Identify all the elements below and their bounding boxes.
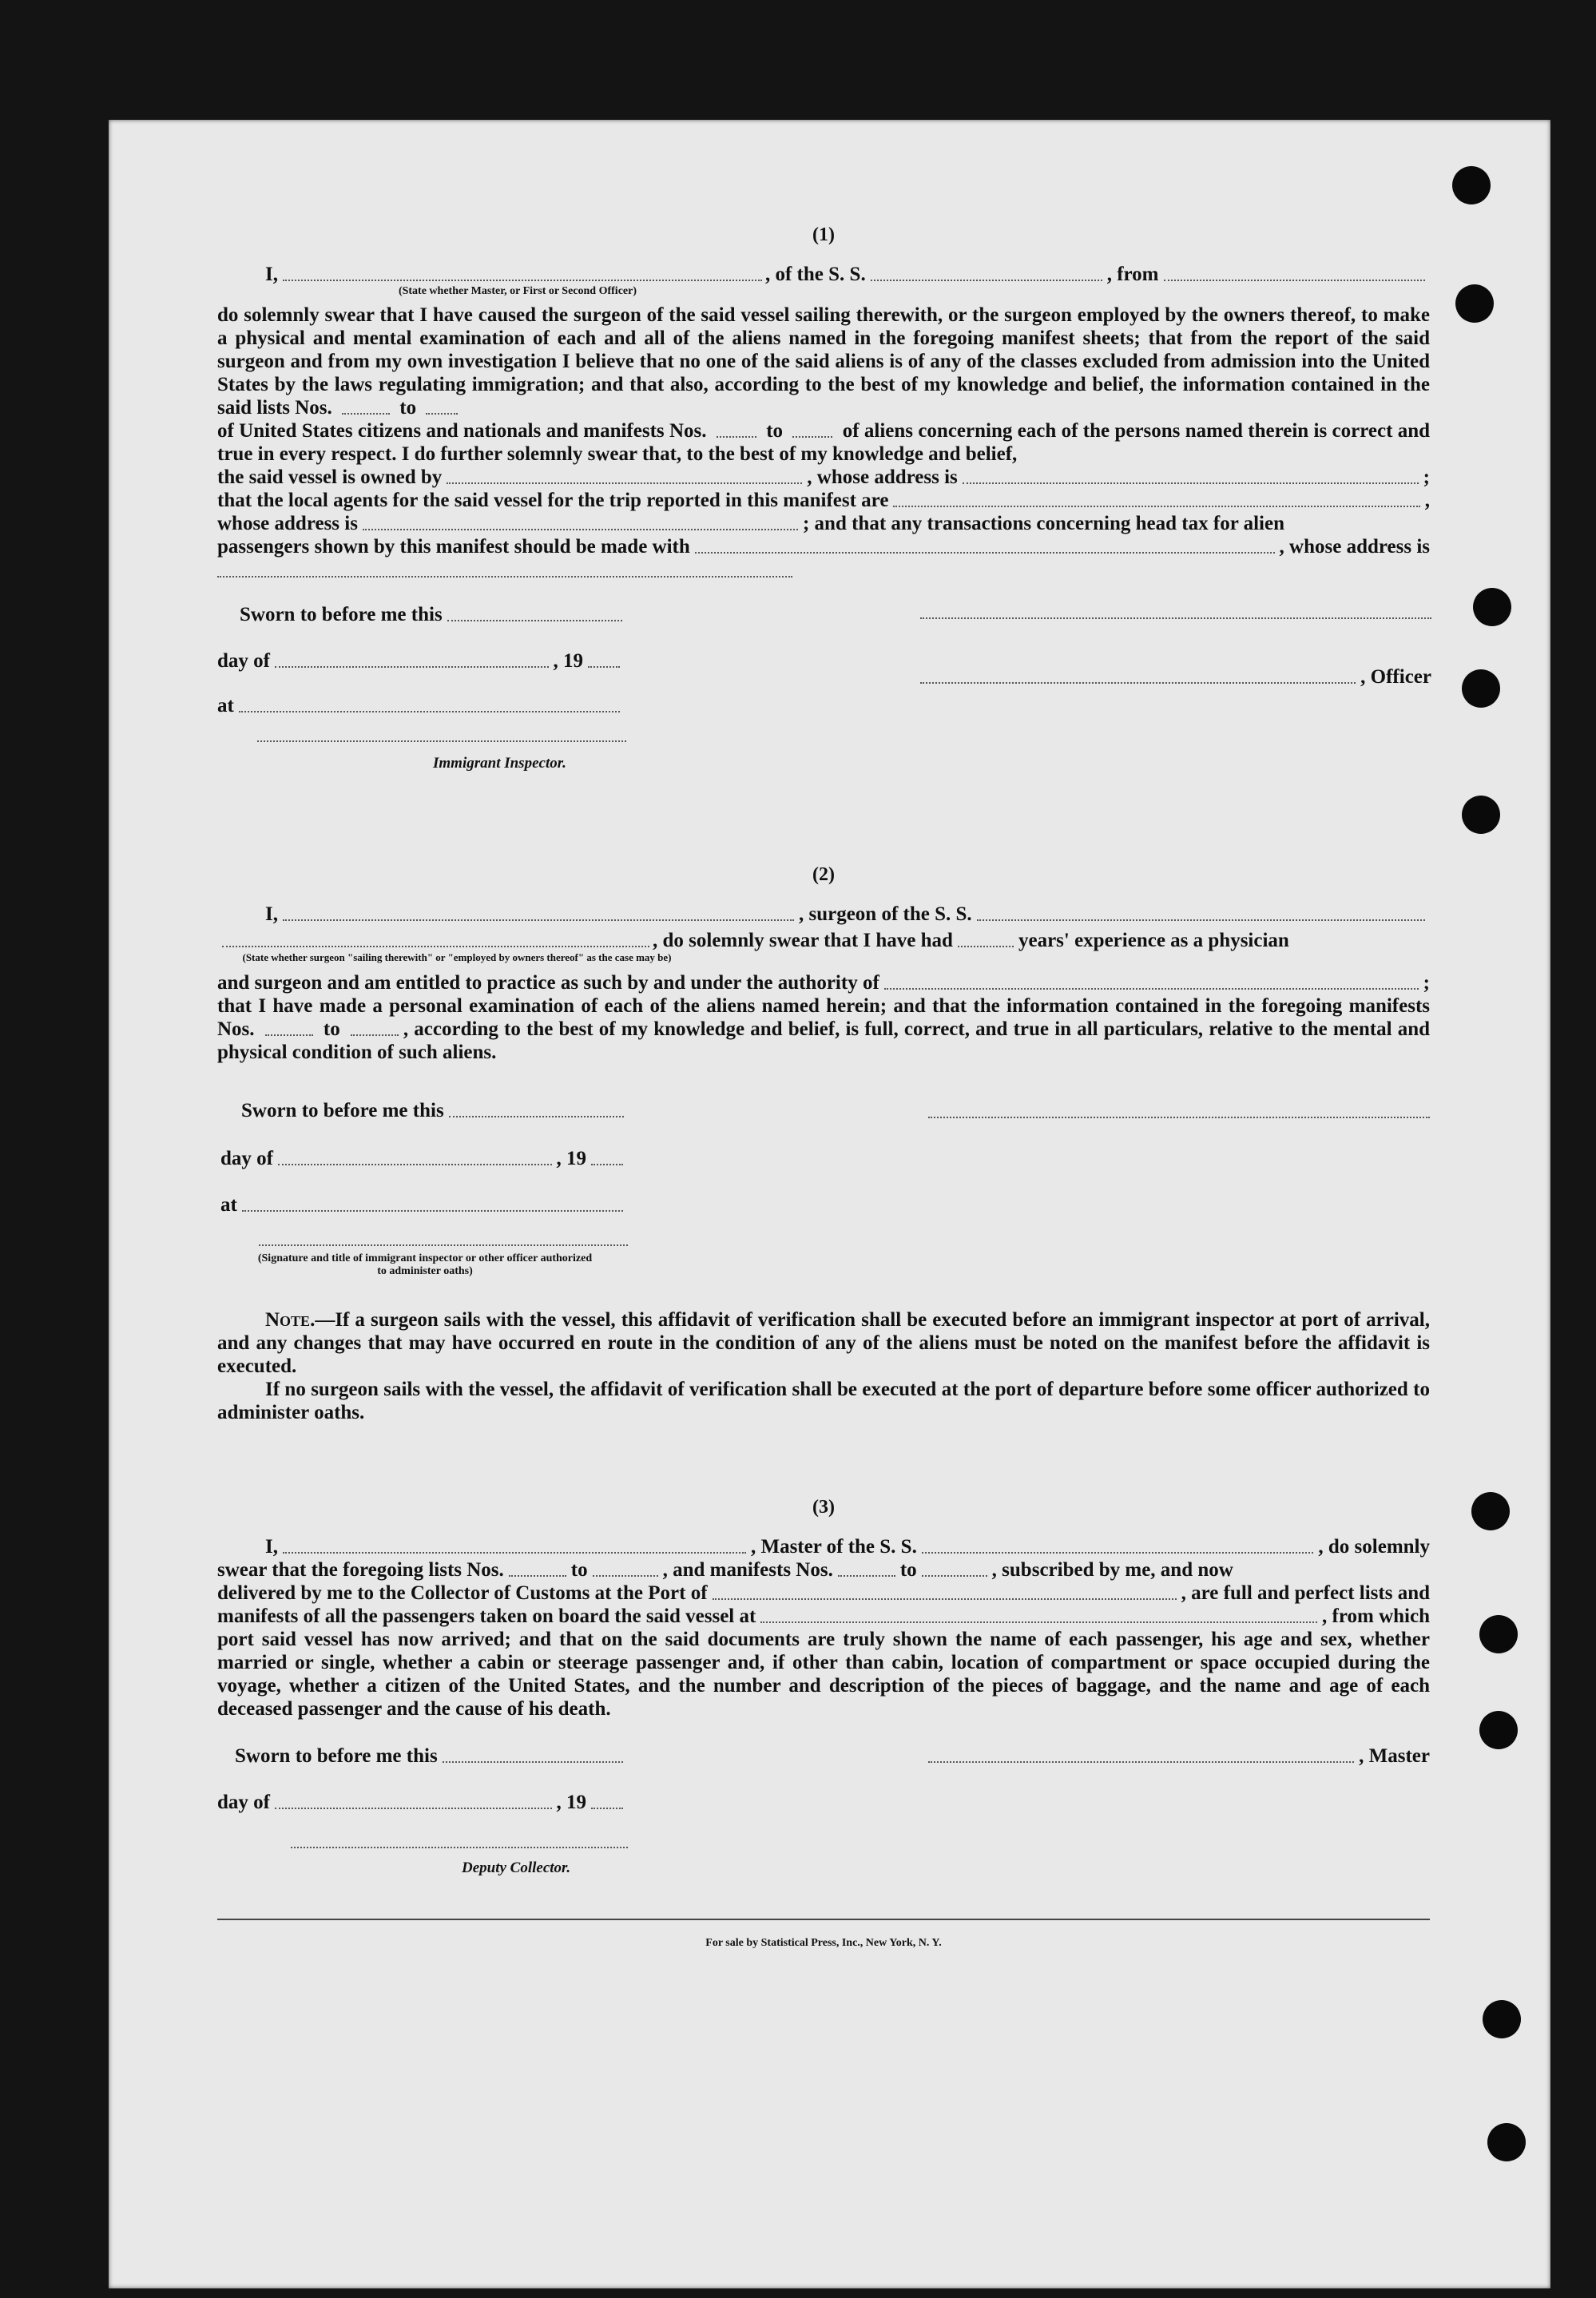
punch-hole: [1473, 588, 1511, 626]
day-row: [217, 1791, 628, 1814]
departure-port-field[interactable]: [1164, 279, 1426, 281]
section-2-line-3: [217, 971, 1430, 994]
to-label: to: [399, 397, 417, 419]
sworn-row: [241, 1099, 629, 1122]
punch-hole: [1462, 796, 1500, 834]
authority-field[interactable]: [884, 987, 1419, 990]
lists-from-field[interactable]: [342, 412, 390, 415]
day-row: [220, 1147, 628, 1170]
section-2-number: (2): [812, 864, 835, 885]
passengers-text: port said vessel has now arrived; and that on the said documents are truly shown the name of each passenger, his age and sex, whether married or single, whether a cabin or steerage passenger and, if other than cabin, location of compartment or space occupied during the voyage, whether a citizen of the United States, and the number and description of the pieces of baggage, and the name and age of each deceased passenger and the cause of his death.: [217, 1629, 1430, 1720]
manifests-to-field[interactable]: [351, 1034, 399, 1036]
at-row: [217, 694, 625, 717]
ss-label: , of the S. S.: [764, 264, 866, 285]
inspector-caption: Immigrant Inspector.: [433, 755, 566, 772]
years-field[interactable]: [958, 945, 1014, 947]
owner-line: [217, 466, 1430, 489]
sworn-row: [240, 603, 627, 626]
sworn-row: [235, 1744, 628, 1768]
punch-hole: [1471, 1492, 1510, 1530]
note-text-2: If no surgeon sails with the vessel, the affidavit of verification shall be executed at the port of departure before some officer authorized to administer oaths.: [217, 1379, 1430, 1423]
punch-hole: [1455, 284, 1494, 323]
owner-address-label: , whose address is: [807, 466, 958, 488]
year-field[interactable]: [591, 1163, 623, 1165]
section-1-line-1: [217, 263, 1430, 297]
month-field[interactable]: [275, 1807, 552, 1809]
punch-hole: [1479, 1615, 1518, 1653]
master-label: , Master of the S. S.: [750, 1536, 917, 1558]
section-3-line-4: [217, 1605, 1430, 1628]
sworn-label: Sworn to before me this: [241, 1100, 444, 1121]
head-tax-line: [217, 535, 1430, 558]
section-3-number: (3): [812, 1497, 835, 1518]
punch-hole: [1479, 1711, 1518, 1749]
officer-signature-field[interactable]: [920, 681, 1356, 684]
oath-text: do solemnly swear that I have caused the surgeon of the said vessel sailing therewith, or the surgeon employed by the owners thereof, to make a physical and mental examination of each and all of the aliens named in the foregoing manifest sheets; that from the report of the said surgeon and from my own investigation I believe that no one of the said aliens is of any of the classes excluded from admission into the United States by the laws regulating immigration; and that also, according to the best of my knowledge and belief, the information contained in the said lists Nos.: [217, 304, 1430, 419]
day-of-label: day of: [217, 650, 270, 672]
semicolon: ;: [1423, 466, 1430, 488]
punch-hole: [1487, 2123, 1526, 2161]
year-field[interactable]: [588, 665, 620, 668]
owned-by-label: the said vessel is owned by: [217, 466, 443, 488]
month-field[interactable]: [275, 665, 549, 668]
section-1-paragraph: [217, 304, 1430, 466]
manifests-to-field[interactable]: [922, 1574, 987, 1577]
year-label: , 19: [556, 1792, 586, 1813]
section-3-line-2: [217, 1558, 1430, 1582]
lists-text: swear that the foregoing lists Nos.: [217, 1559, 504, 1581]
surgeon-status-field[interactable]: [217, 929, 672, 963]
full-lists-text: , are full and perfect lists and: [1181, 1582, 1430, 1604]
section-2-jurat: [217, 1099, 1430, 1307]
punch-hole: [1452, 166, 1491, 204]
inspector-signature-field[interactable]: [259, 1244, 628, 1246]
section-3-paragraph: [217, 1628, 1430, 1721]
section-1-jurat: [217, 595, 1430, 819]
year-field[interactable]: [591, 1807, 623, 1809]
note-paragraph-2: [217, 1378, 1430, 1424]
sworn-day-field[interactable]: [443, 1760, 623, 1763]
printer-imprint: For sale by Statistical Press, Inc., New York, N. Y.: [705, 1937, 942, 1949]
head-tax-address-field[interactable]: [217, 558, 792, 577]
section-2-paragraph: [217, 994, 1430, 1064]
solemnly-text: , do solemnly: [1318, 1536, 1430, 1558]
agents-label: that the local agents for the said vessel for the trip reported in this manifest are: [217, 490, 889, 511]
at-place-field[interactable]: [242, 1209, 623, 1212]
section-3-line-1: [217, 1535, 1430, 1558]
sworn-day-field[interactable]: [449, 1115, 624, 1117]
surgeon-signature-field[interactable]: [928, 1117, 1430, 1118]
surgeon-label: , surgeon of the S. S.: [798, 903, 972, 925]
authority-text: and surgeon and am entitled to practice as such by and under the authority of: [217, 972, 879, 994]
head-tax-address-label: , whose address is: [1279, 536, 1430, 558]
surgeon-name-field[interactable]: [283, 919, 794, 921]
day-of-label: day of: [220, 1148, 273, 1169]
vessel-name-field[interactable]: [871, 279, 1102, 281]
sworn-day-field[interactable]: [447, 619, 622, 621]
manifests-from-field[interactable]: [265, 1034, 313, 1036]
to-label: to: [323, 1018, 340, 1040]
manifests-all-text: manifests of all the passengers taken on board the said vessel at: [217, 1605, 756, 1627]
lists-to-field[interactable]: [426, 412, 458, 415]
lists-to-field[interactable]: [593, 1574, 658, 1577]
to-label: to: [766, 420, 784, 442]
manifests-from-field[interactable]: [838, 1574, 895, 1577]
at-label: at: [217, 695, 234, 716]
from-which-text: , from which: [1322, 1605, 1430, 1627]
years-text: years' experience as a physician: [1018, 930, 1289, 951]
i-label: I,: [265, 264, 278, 285]
signature-caption: (Signature and title of immigrant inspector or other officer authorized to administer oaths): [257, 1252, 593, 1277]
i-label: I,: [265, 1536, 278, 1558]
year-label: , 19: [553, 650, 583, 672]
section-2-line-2: [217, 929, 1430, 963]
footer-rule: [217, 1919, 1430, 1920]
year-label: , 19: [556, 1148, 586, 1169]
section-3-jurat: [217, 1744, 1430, 1888]
at-label: at: [220, 1194, 237, 1216]
swear-text: , do solemnly swear that I have had: [653, 930, 953, 951]
to-label: to: [899, 1559, 917, 1581]
agents-address-label: whose address is: [217, 513, 358, 534]
master-vessel-field[interactable]: [922, 1551, 1314, 1554]
from-label: , from: [1106, 264, 1159, 285]
subscribed-text: , subscribed by me, and now: [991, 1559, 1233, 1581]
section-3-line-3: [217, 1582, 1430, 1605]
to-label: to: [570, 1559, 588, 1581]
head-tax-text: ; and that any transactions concerning head tax for alien: [802, 513, 1284, 534]
punch-hole: [1483, 2000, 1521, 2038]
month-field[interactable]: [278, 1163, 552, 1165]
owner-field[interactable]: [447, 482, 802, 484]
lists-from-field[interactable]: [509, 1574, 566, 1577]
section-2-line-1: [217, 903, 1430, 926]
examination-text: that I have made a personal examination of each of the aliens named herein; and that the information contained in the foregoing manifests Nos.: [217, 995, 1430, 1040]
master-label: , Master: [1359, 1745, 1430, 1767]
inspector-signature-field[interactable]: [257, 740, 626, 742]
at-row: [220, 1193, 628, 1216]
condition-text: , according to the best of my knowledge and belief, is full, correct, and true in all particulars, relative to the mental and physical condition of such aliens.: [217, 1018, 1431, 1063]
agents-field[interactable]: [893, 505, 1419, 507]
officer-row: [920, 665, 1431, 689]
note-label: Note.: [265, 1309, 316, 1331]
surgeon-status-caption: (State whether surgeon "sailing therewith" or "employed by owners thereof" as the case may be): [242, 951, 672, 963]
at-place-field[interactable]: [239, 710, 620, 712]
aliens-text: of aliens concerning each of the persons named therein is correct and true in every respect. I do further solemnly swear that, to the best of my knowledge and belief,: [217, 420, 1431, 465]
sworn-label: Sworn to before me this: [240, 604, 443, 625]
affidavit-content: [217, 224, 1430, 1955]
officer-rank-caption: (State whether Master, or First or Second Officer): [398, 285, 637, 297]
deputy-caption: Deputy Collector.: [462, 1859, 571, 1876]
agents-line: [217, 489, 1430, 512]
section-1-number: (1): [812, 224, 835, 245]
semicolon: ;: [1423, 972, 1430, 994]
citizens-text: of United States citizens and nationals and manifests Nos.: [217, 420, 707, 442]
officer-label: , Officer: [1360, 666, 1431, 688]
note-text-1: —If a surgeon sails with the vessel, this affidavit of verification shall be executed before an immigrant inspector at port of arrival, and any changes that may have occurred en route in the condition of any of the aliens must be noted on the manifest before the affidavit is executed.: [217, 1309, 1430, 1377]
surgeon-vessel-field[interactable]: [977, 919, 1425, 921]
day-of-label: day of: [217, 1792, 270, 1813]
deputy-signature-field[interactable]: [291, 1847, 628, 1848]
manifests-from-field[interactable]: [717, 435, 756, 438]
day-row: [217, 649, 625, 673]
officer-rank-field[interactable]: [278, 263, 765, 297]
comma: ,: [1424, 490, 1430, 511]
owner-address-field[interactable]: [963, 482, 1419, 484]
master-row: [928, 1744, 1430, 1768]
port-field[interactable]: [713, 1597, 1177, 1600]
agents-address-field[interactable]: [363, 528, 798, 530]
manifests-text: , and manifests Nos.: [662, 1559, 833, 1581]
passengers-text: passengers shown by this manifest should be made with: [217, 536, 690, 558]
head-tax-party-field[interactable]: [695, 551, 1275, 554]
i-label: I,: [265, 903, 278, 925]
master-signature-field[interactable]: [920, 617, 1431, 619]
delivered-text: delivered by me to the Collector of Customs at the Port of: [217, 1582, 708, 1604]
manifests-to-field[interactable]: [792, 435, 832, 438]
punch-hole: [1462, 669, 1500, 708]
master-signature-field[interactable]: [928, 1760, 1354, 1763]
boarding-port-field[interactable]: [760, 1621, 1317, 1623]
master-name-field[interactable]: [283, 1551, 746, 1554]
sworn-label: Sworn to before me this: [235, 1745, 438, 1767]
agents-address-line: [217, 512, 1430, 535]
note-paragraph-1: [217, 1308, 1430, 1378]
